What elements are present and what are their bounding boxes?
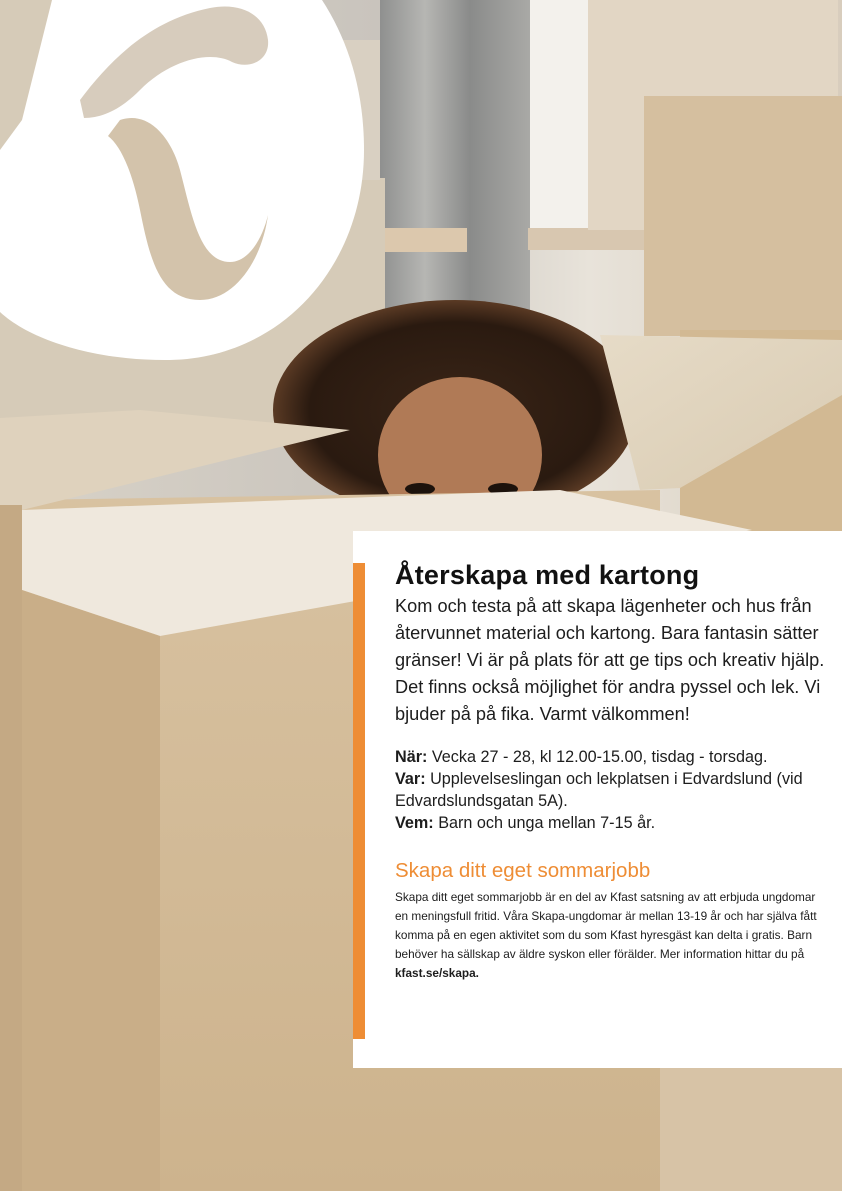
summer-job-link[interactable]: kfast.se/skapa. [395, 966, 479, 980]
event-intro: Kom och testa på att skapa lägenheter och hus från återvunnet material och kartong. Bara fantasin sätter gränser! Vi är på plats för att ge tips och kreativ hjälp. Det finns också möjlighet för andra pyssel och lek. Vi bjuder på på fika. Varmt välkommen! [395, 596, 825, 724]
when-row [395, 746, 825, 768]
who-value: Barn och unga mellan 7-15 år. [438, 814, 656, 832]
where-value: Upplevelseslingan och lekplatsen i Edvardslund (vid Edvardslundsgatan 5A). [395, 770, 803, 810]
where-label: Var: [395, 770, 426, 788]
summer-job-title: Skapa ditt eget sommarjobb [395, 859, 651, 882]
who-row [395, 812, 825, 834]
who-label: Vem: [395, 814, 434, 832]
event-info-card [353, 531, 842, 1068]
accent-bar [353, 563, 365, 1039]
event-details [395, 746, 825, 834]
kfast-logo [0, 0, 370, 362]
when-label: När: [395, 748, 428, 766]
event-title: Återskapa med kartong [395, 560, 700, 590]
card-content [395, 557, 825, 983]
kfast-k-logo-icon [0, 0, 370, 362]
summer-job-body [395, 888, 825, 983]
summer-job-text: Skapa ditt eget sommarjobb är en del av Kfast satsning av att erbjuda ungdomar en meningsfull fritid. Våra Skapa-ungdomar är mellan 13-19 år och har själva fått komma på en egen aktivitet som du som Kfast hyresgäst kan delta i gratis. Barn behöver ha sällskap av äldre syskon eller förälder. Mer information hittar du på [395, 890, 817, 961]
where-row [395, 768, 825, 812]
when-value: Vecka 27 - 28, kl 12.00-15.00, tisdag - torsdag. [431, 748, 768, 766]
